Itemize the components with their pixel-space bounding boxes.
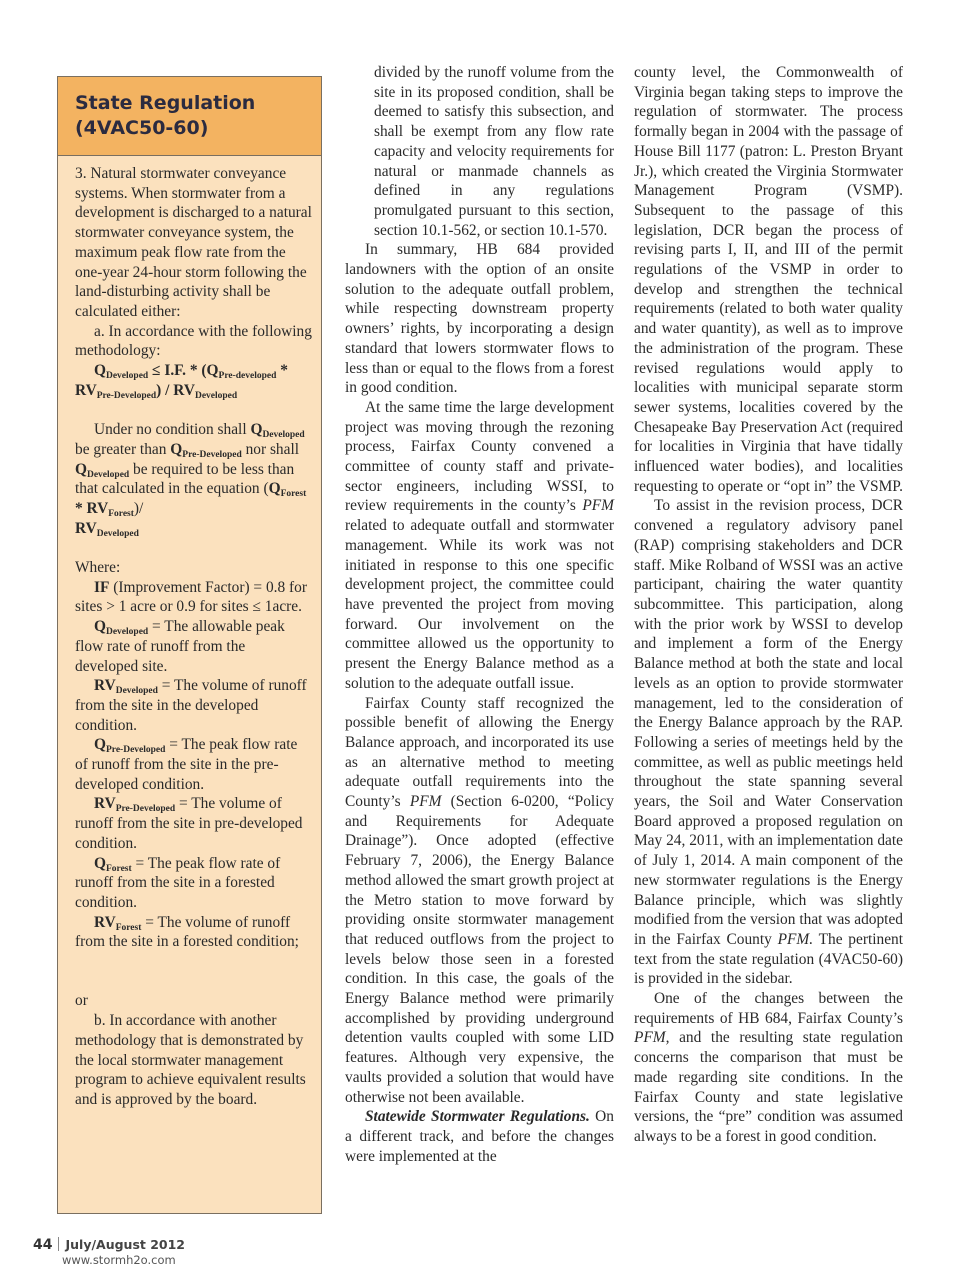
sidebar-definition: $RV_{Pre-Developed}$ = The volume of runoff from the site in pre-developed condition. <box>75 795 303 852</box>
sidebar-definition: $Q_{Forest}$ = The peak flow rate of runoff from the site in a forested condition. <box>75 854 281 911</box>
sidebar-equation: $Q_{Developed} \le I.F$. * ($Q_{Pre-developed}$ * $RV_{Pre-Developed}) / RV_{Developed}$ <box>75 362 288 401</box>
sidebar-or: or <box>75 992 88 1010</box>
page-number: 44 <box>33 1237 53 1253</box>
sidebar-definition: $Q_{Developed}$ = The allowable peak flow rate of runoff from the developed site. <box>75 618 285 675</box>
article-paragraph: In summary, HB 684 provided landowners with the option of an onsite solution to the adequate outfall problem, while respecting downstream property owners’ rights, by incorporating a design standard that lowers stormwater flows to less than or equal to the flows from a forest in good condition. <box>345 241 614 397</box>
sidebar-title: State Regulation (4VAC50-60) <box>75 92 256 139</box>
article-column-1 <box>345 63 614 1166</box>
article-paragraph: Statewide Stormwater Regulations. On a different track, and before the changes were implemented at the <box>345 1108 614 1165</box>
sidebar-definition: $Q_{Pre-Developed}$ = The peak flow rate of runoff from the site in the pre- developed condition. <box>75 736 298 793</box>
sidebar-definition: IF (Improvement Factor) = 0.8 for sites > 1 acre or 0.9 for sites ≤ 1acre. <box>75 578 307 616</box>
sidebar-paragraph: 3. Natural stormwater conveyance systems. When stormwater from a development is discharged to a natural stormwater conveyance system, the maximum peak flow rate from the one-year 24-hour storm following the land-disturbing activity shall be calculated either: <box>75 165 312 320</box>
issue-date: July/August 2012 <box>65 1237 186 1252</box>
sidebar-definition: $RV_{Forest}$ = The volume of runoff from the site in a forested condition; <box>75 913 299 951</box>
sidebar-option-a: a. In accordance with the following methodology: <box>75 322 312 360</box>
article-paragraph: To assist in the revision process, DCR convened a regulatory advisory panel (RAP) comprising stakeholders and DCR staff. Mike Rolband of WSSI was an active participant, chairing the water quantity subcommittee. This participation, along with the prior work by WSSI to develop and implement a form of the Energy Balance method at both the state and local levels as an option to provide stormwater management, led to the consideration of the Energy Balance approach by the RAP. Following a series of meetings held by the committee, as well as public meetings held throughout the state spanning several years, the Soil and Water Conservation Board approved a proposed regulation on May 24, 2011, with an implementation date of July 1, 2014. A main component of the new stormwater regulations is the Energy Balance principle, which was slightly modified from the version that was adopted in the Fairfax County PFM. The pertinent text from the state regulation (4VAC50-60) is provided in the sidebar. <box>634 497 903 988</box>
page-footer <box>33 1236 186 1267</box>
sidebar-body <box>75 164 312 1110</box>
article-paragraph: divided by the runoff volume from the site in its proposed condition, shall be deemed to satisfy this subsection, and shall be exempt from any flow rate capacity and velocity requirements for natural or manmade channels as defined in any regulations promulgated pursuant to this section, section 10.1-562, or section 10.1-570. <box>374 64 614 239</box>
section-heading: Statewide Stormwater Regulations. <box>365 1108 590 1126</box>
sidebar-condition: Under no condition shall $Q_{Developed}$ be greater than $Q_{Pre-Developed}$ nor shall $Q_{Developed}$ be required to be less than that calculated in the equation $(Q_{Forest} * RV_{Forest})/$ $RV_{Developed}$ <box>75 421 307 539</box>
sidebar-definition: $RV_{Developed}$ = The volume of runoff from the site in the developed condition. <box>75 677 307 734</box>
article-column-2 <box>634 63 903 1147</box>
article-paragraph: One of the changes between the requirements of HB 684, Fairfax County’s PFM, and the resulting state regulation concerns the comparison that must be made regarding site conditions. In the Fairfax County and state legislative versions, the “pre” condition was assumed always to be a forest in good condition. <box>634 990 903 1145</box>
article-paragraph: county level, the Commonwealth of Virginia began taking steps to improve the regulation of stormwater. The process formally began in 2004 with the passage of House Bill 1177 (patron: L. Preston Bryant Jr.), which created the Virginia Stormwater Management Program (VSMP). Subsequent to the passage of this legislation, DCR began the process of revising parts I, II, and III of the permit regulations of the VSMP in order to develop and strengthen the technical requirements (related to both water quality and water quantity), as well as to improve the administration of the program. These revised regulations would apply to localities with municipal separate storm sewer systems, localities covered by the Chesapeake Bay Preservation Act (required for localities in Virginia that have tidally influenced water bodies), and localities requesting to operate or “opt in” the VSMP. <box>634 64 904 495</box>
sidebar-header <box>58 77 321 156</box>
website-url: www.stormh2o.com <box>62 1253 176 1267</box>
article-paragraph: At the same time the large development project was moving through the rezoning process, Fairfax County convened a committee of county staff and private-sector engineers, including WSSI, to review requirements in the county’s PFM related to adequate outfall and stormwater management. While its work was not initiated in response to this one specific development project, the committee could have prevented the project from moving forward. Our involvement on the committee allowed us the opportunity to present the Energy Balance method as a solution to the adequate outfall issue. <box>345 398 614 692</box>
sidebar-box <box>57 76 322 1214</box>
sidebar-where: Where: <box>75 559 121 577</box>
article-paragraph: Fairfax County staff recognized the possible benefit of allowing the Energy Balance approach, and incorporated its use as an alternative method to meeting adequate outfall requirements into the County’s PFM (Section 6-0200, “Policy and Requirements for Adequate Drainage”). Once adopted (effective February 7, 2006), the Energy Balance method allowed the smart growth project at the Metro station to move forward by providing onsite stormwater management that reduced outflows from the project to levels below those seen in a forested condition. In this case, the goals of the Energy Balance method were primarily accomplished by providing underground detention vaults coupled with some LID features. Although very expensive, the vaults provided a solution that would have otherwise not been available. <box>345 694 614 1106</box>
sidebar-option-b: b. In accordance with another methodology that is demonstrated by the local stormwater management program to achieve equivalent results and is approved by the board. <box>75 1012 306 1108</box>
footer-divider <box>58 1237 59 1251</box>
